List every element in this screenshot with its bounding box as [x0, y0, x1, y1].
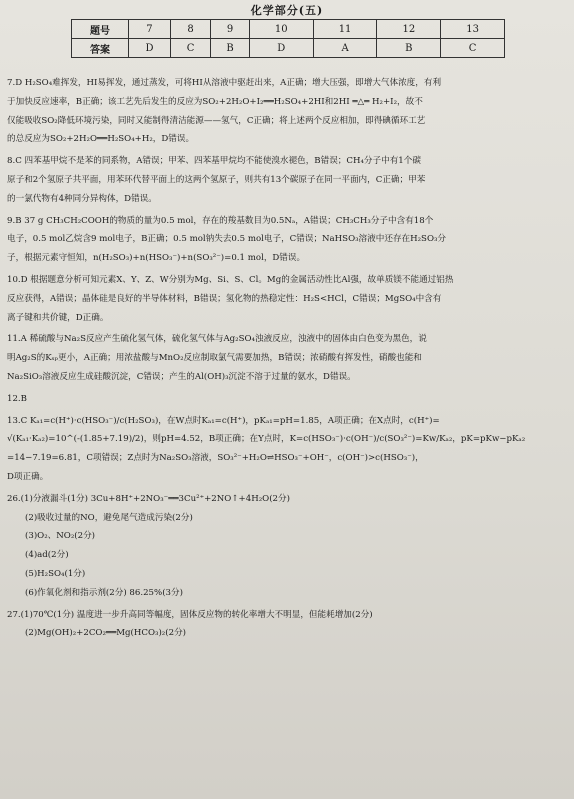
q7-line: 仅能吸收SO₂降低环境污染，同时又能制得清洁能源——氢气，C正确；将上述两个反应相加，即得碘循环工艺 [7, 115, 426, 126]
q13-line: =14−7.19=6.81，C项错误；Z点时为Na₂SO₃溶液，SO₃²⁻+H₂O⇌HSO₃⁻+OH⁻，c(OH⁻)>c(HSO₃⁻)， [7, 453, 424, 464]
q13-line: 13.C Kₐ₁=c(H⁺)·c(HSO₃⁻)/c(H₂SO₃)，在W点时Kₐ₁=c(H⁺)，pKₐ₁=pH=1.85，A项正确；在X点时，c(H⁺)= [7, 415, 440, 426]
answer-cell: C [441, 39, 505, 58]
question-number: 9 [211, 20, 250, 39]
number-row-label: 题号 [72, 20, 129, 39]
question-number: 13 [441, 20, 505, 39]
q13-line: D项正确。 [7, 471, 49, 482]
q10-line: 10.D 根据题意分析可知元素X、Y、Z、W分别为Mg、Si、S、Cl。Mg的金属活动性比Al强，故单质镁不能通过铝热 [7, 274, 454, 285]
q26-line: (3)O₂、NO₂(2分) [25, 531, 96, 542]
q26-line: (6)作氧化剂和指示剂(2分) 86.25%(3分) [25, 587, 183, 598]
explanation-body [7, 74, 565, 643]
page-title: 化学部分(五) [250, 4, 324, 17]
q26-line: (4)ad(2分) [25, 550, 69, 561]
answer-table [71, 19, 505, 58]
q8-line: 的一氯代物有4种同分异构体，D错误。 [7, 193, 157, 204]
q9-line: 电子，0.5 mol乙烷含9 mol电子，B正确；0.5 mol钠失去0.5 mol电子，C错误；NaHSO₃溶液中还存在H₂SO₃分 [7, 234, 447, 245]
q27-line: (2)Mg(OH)₂+2CO₂══Mg(HCO₃)₂(2分) [25, 628, 187, 639]
answer-table-number-row [72, 20, 505, 39]
q7-line: 的总反应为SO₂+2H₂O══H₂SO₄+H₂，D错误。 [7, 134, 195, 145]
question-number: 11 [313, 20, 377, 39]
answer-cell: D [129, 39, 171, 58]
q26-line: (5)H₂SO₄(1分) [25, 568, 86, 579]
question-number: 12 [377, 20, 441, 39]
answer-cell: C [170, 39, 210, 58]
answer-cell: A [313, 39, 377, 58]
answer-table-answer-row [72, 39, 505, 58]
q8-line: 8.C 四苯基甲烷不是苯的同系物，A错误；甲苯、四苯基甲烷均不能使溴水褪色，B错误；CH₄分子中有1个碳 [7, 156, 421, 167]
q7-line: 7.D H₂SO₄难挥发，HI易挥发，通过蒸发，可将HI从溶液中驱赶出来，A正确；增大压强，即增大气体浓度，有利 [7, 78, 442, 88]
question-number: 10 [249, 20, 313, 39]
q9-line: 子，根据元素守恒知，n(H₂SO₃)+n(HSO₃⁻)+n(SO₃²⁻)=0.1 mol，D错误。 [7, 253, 306, 264]
q26-line: 26.(1)分液漏斗(1分) 3Cu+8H⁺+2NO₃⁻══3Cu²⁺+2NO↑+4H₂O(2分) [7, 493, 290, 504]
answer-cell: B [211, 39, 250, 58]
question-number: 7 [129, 20, 171, 39]
q11-line: 明Ag₂S的Kₛₚ更小，A正确；用浓盐酸与MnO₂反应制取氯气需要加热，B错误；浓硝酸有挥发性，硝酸也能和 [7, 353, 422, 364]
answer-cell: B [377, 39, 441, 58]
q27-line: 27.(1)70℃(1分) 温度进一步升高同等幅度，固体反应物的转化率增大不明显，但能耗增加(2分) [7, 609, 373, 620]
q13-line: √(Kₐ₁·Kₐ₂)=10^(-(1.85+7.19)/2)，则pH=4.52，B项正确；在Y点时，K=c(HSO₃⁻)·c(OH⁻)/c(SO₃²⁻)=Kw/Kₐ₂，pK=pKw−pKₐ₂ [7, 434, 526, 445]
q7-line: 于加快反应速率，B正确；该工艺先后发生的反应为SO₂+2H₂O+I₂══H₂SO₄+2HI和2HI ═△═ H₂+I₂，故不 [7, 96, 423, 107]
answer-row-label: 答案 [72, 39, 129, 58]
q26-line: (2)吸收过量的NO，避免尾气造成污染(2分) [25, 512, 193, 523]
q10-line: 离子键和共价键，D正确。 [7, 312, 109, 323]
q11-line: 11.A 稀硫酸与Na₂S反应产生硫化氢气体，硫化氢气体与Ag₂SO₄浊液反应，浊液中的固体由白色变为黑色，说 [7, 334, 427, 345]
q11-line: Na₂SiO₃溶液反应生成硅酸沉淀，C错误；产生的Al(OH)₃沉淀不溶于过量的氨水，D错误。 [7, 371, 356, 382]
q8-line: 原子和2个氢原子共平面，用苯环代替平面上的这两个氢原子，则共有13个碳原子在同一平面内，C正确；甲苯 [7, 174, 426, 185]
question-number: 8 [170, 20, 210, 39]
q9-line: 9.B 37 g CH₃CH₂COOH的物质的量为0.5 mol，存在的羧基数目为0.5Nₐ，A错误；CH₃CH₃分子中含有18个 [7, 215, 434, 226]
q12-line: 12.B [7, 393, 27, 404]
q10-line: 反应获得，A错误；晶体硅是良好的半导体材料，B错误；氢化物的热稳定性：H₂S<HCl，C错误；MgSO₄中含有 [7, 293, 442, 304]
answer-cell: D [249, 39, 313, 58]
